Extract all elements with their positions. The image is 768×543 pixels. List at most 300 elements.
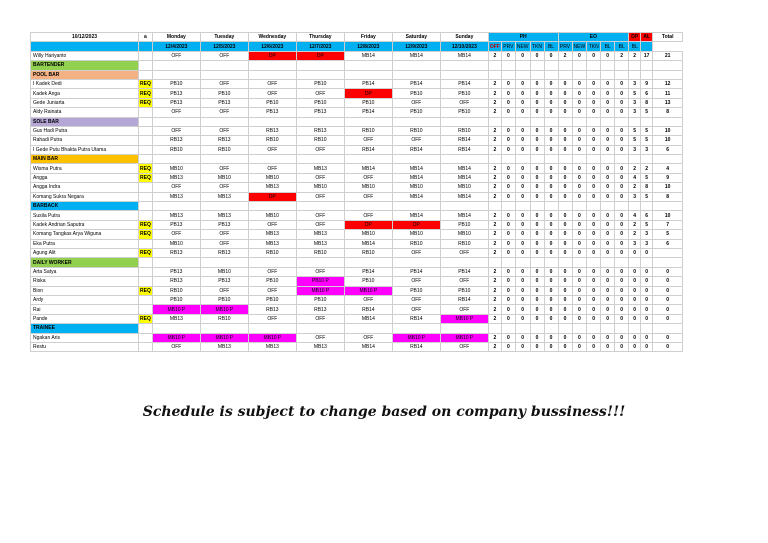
count-cell[interactable]: 0 [587,239,601,248]
count-cell[interactable]: 0 [615,267,629,276]
shift-cell[interactable]: MB14 [440,164,488,173]
count-cell[interactable]: 0 [615,230,629,239]
count-cell[interactable]: 0 [530,108,544,117]
total-cell[interactable]: 21 [653,51,683,60]
shift-cell[interactable]: OFF [344,173,392,182]
cell[interactable] [587,155,601,164]
count-cell[interactable]: 2 [488,136,501,145]
shift-cell[interactable]: DP [344,220,392,229]
shift-cell[interactable]: PB10 [200,89,248,98]
header-day-wednesday[interactable]: Wednesday [248,33,296,42]
count-cell[interactable]: 0 [572,211,587,220]
shift-cell[interactable]: RB10 [152,286,200,295]
count-cell[interactable]: 0 [558,192,572,201]
total-cell[interactable]: 0 [653,277,683,286]
shift-cell[interactable]: MB10 [296,183,344,192]
total-cell[interactable]: 8 [653,108,683,117]
count-cell[interactable]: 0 [515,230,530,239]
total-cell[interactable]: 0 [653,267,683,276]
shift-cell[interactable]: OFF [200,108,248,117]
shift-cell[interactable]: MB14 [344,342,392,351]
count-cell[interactable]: 0 [629,333,641,342]
count-cell[interactable]: 0 [572,286,587,295]
staff-name[interactable]: Komang Tangkas Arya Wiguna [31,230,139,239]
count-cell[interactable]: 0 [629,248,641,257]
shift-cell[interactable]: MB10 P [296,286,344,295]
shift-cell[interactable]: PB14 [344,79,392,88]
shift-cell[interactable]: MB14 [392,164,440,173]
total-cell[interactable]: 4 [653,164,683,173]
cell[interactable] [488,117,501,126]
count-cell[interactable]: 0 [544,248,558,257]
staff-name[interactable]: Rai [31,305,139,314]
cell[interactable] [530,324,544,333]
cell[interactable] [152,202,200,211]
count-cell[interactable]: 0 [558,89,572,98]
shift-cell[interactable]: MB10 P [248,333,296,342]
shift-cell[interactable]: MB14 [392,173,440,182]
count-cell[interactable]: 0 [572,126,587,135]
shift-cell[interactable]: PB10 [296,79,344,88]
count-cell[interactable]: 0 [587,51,601,60]
staff-name[interactable]: Agung Alit [31,248,139,257]
shift-cell[interactable]: RB14 [392,342,440,351]
shift-cell[interactable]: PB14 [440,79,488,88]
cell[interactable] [296,324,344,333]
shift-cell[interactable]: RB10 [344,248,392,257]
shift-cell[interactable]: OFF [152,108,200,117]
count-cell[interactable]: 0 [515,248,530,257]
count-cell[interactable]: 0 [515,267,530,276]
count-cell[interactable]: 2 [488,230,501,239]
cell[interactable] [440,61,488,70]
count-cell[interactable]: 2 [488,164,501,173]
shift-cell[interactable]: OFF [248,145,296,154]
cell[interactable] [501,117,515,126]
count-cell[interactable]: 0 [587,89,601,98]
count-cell[interactable]: 2 [629,183,641,192]
shift-cell[interactable]: MB10 P [392,333,440,342]
count-cell[interactable]: 0 [572,305,587,314]
shift-cell[interactable]: OFF [392,295,440,304]
cell[interactable] [615,202,629,211]
cell[interactable] [530,258,544,267]
header-blank[interactable] [31,42,139,51]
cell[interactable] [515,258,530,267]
header-date[interactable]: 10/12/2023 [31,33,139,42]
req-flag[interactable] [139,342,153,351]
cell[interactable] [558,258,572,267]
cell[interactable] [572,324,587,333]
req-flag[interactable]: REQ [140,315,151,322]
count-cell[interactable]: 3 [629,239,641,248]
shift-cell[interactable]: OFF [392,136,440,145]
cell[interactable] [641,117,653,126]
total-cell[interactable]: 6 [653,239,683,248]
count-cell[interactable]: 0 [544,286,558,295]
count-cell[interactable]: 0 [558,79,572,88]
cell[interactable] [629,258,641,267]
count-cell[interactable]: 2 [488,51,501,60]
count-cell[interactable]: 0 [515,108,530,117]
count-cell[interactable]: 0 [530,79,544,88]
count-cell[interactable]: 0 [601,286,615,295]
shift-cell[interactable]: MB13 [296,239,344,248]
count-cell[interactable]: 0 [515,164,530,173]
count-cell[interactable]: 2 [488,286,501,295]
cell[interactable] [440,155,488,164]
shift-cell[interactable]: OFF [296,211,344,220]
cell[interactable] [601,61,615,70]
shift-cell[interactable]: OFF [248,89,296,98]
count-cell[interactable]: 0 [572,239,587,248]
shift-cell[interactable]: RB14 [344,305,392,314]
cell[interactable] [572,258,587,267]
count-cell[interactable]: 0 [641,277,653,286]
count-cell[interactable]: 0 [601,333,615,342]
shift-cell[interactable]: PB10 [248,295,296,304]
count-cell[interactable]: 0 [601,230,615,239]
cell[interactable] [392,61,440,70]
section-label[interactable]: BARBACK [31,202,139,211]
count-cell[interactable]: 0 [501,108,515,117]
staff-name[interactable]: Arta Satya [31,267,139,276]
count-cell[interactable]: 0 [587,220,601,229]
count-cell[interactable]: 0 [501,79,515,88]
cell[interactable] [572,155,587,164]
staff-name[interactable]: Rahadi Putra [31,136,139,145]
shift-cell[interactable]: MB13 [152,173,200,182]
shift-cell[interactable]: OFF [200,230,248,239]
count-cell[interactable]: 0 [558,333,572,342]
count-cell[interactable]: 0 [558,305,572,314]
count-cell[interactable]: 0 [572,98,587,107]
count-cell[interactable]: 0 [572,108,587,117]
cell[interactable] [139,117,153,126]
count-cell[interactable]: 0 [530,239,544,248]
count-cell[interactable]: 0 [615,277,629,286]
count-cell[interactable]: 0 [558,267,572,276]
count-cell[interactable]: 9 [641,79,653,88]
shift-cell[interactable]: MB10 [392,183,440,192]
count-cell[interactable]: 2 [488,314,501,323]
count-cell[interactable]: 0 [501,230,515,239]
count-cell[interactable]: 0 [515,145,530,154]
shift-cell[interactable]: OFF [296,333,344,342]
shift-cell[interactable]: OFF [248,286,296,295]
section-label[interactable]: MAIN BAR [31,155,139,164]
cell[interactable] [653,155,683,164]
count-cell[interactable]: 0 [615,248,629,257]
shift-cell[interactable]: OFF [248,164,296,173]
cell[interactable] [200,155,248,164]
count-cell[interactable]: 0 [501,98,515,107]
count-cell[interactable]: 0 [558,211,572,220]
count-cell[interactable]: 0 [601,314,615,323]
header-bl[interactable]: BL [615,42,629,51]
req-flag[interactable]: REQ [140,222,151,228]
count-cell[interactable]: 5 [641,126,653,135]
count-cell[interactable]: 0 [641,267,653,276]
count-cell[interactable]: 0 [530,314,544,323]
count-cell[interactable]: 0 [601,89,615,98]
shift-cell[interactable]: PB10 [392,286,440,295]
cell[interactable] [152,61,200,70]
shift-cell[interactable]: RB13 [248,126,296,135]
count-cell[interactable]: 0 [572,145,587,154]
shift-cell[interactable]: PB10 [392,108,440,117]
count-cell[interactable]: 3 [629,108,641,117]
req-flag[interactable] [139,136,153,145]
count-cell[interactable]: 0 [641,248,653,257]
cell[interactable] [296,202,344,211]
count-cell[interactable]: 0 [501,164,515,173]
shift-cell[interactable]: PB14 [392,79,440,88]
staff-name[interactable]: Gus Hadi Putra [31,126,139,135]
count-cell[interactable]: 0 [530,305,544,314]
shift-cell[interactable]: MB13 [152,211,200,220]
count-cell[interactable]: 0 [572,183,587,192]
count-cell[interactable]: 0 [601,220,615,229]
header-day-friday[interactable]: Friday [344,33,392,42]
count-cell[interactable]: 0 [544,192,558,201]
shift-cell[interactable]: PB13 [152,89,200,98]
count-cell[interactable]: 0 [641,342,653,351]
header-day-monday[interactable]: Monday [152,33,200,42]
staff-name[interactable]: Riska [31,277,139,286]
shift-cell[interactable]: MB14 [440,192,488,201]
count-cell[interactable]: 0 [587,248,601,257]
cell[interactable] [544,324,558,333]
count-cell[interactable]: 0 [530,295,544,304]
shift-cell[interactable]: RB14 [440,145,488,154]
count-cell[interactable]: 0 [629,295,641,304]
count-cell[interactable]: 0 [544,239,558,248]
shift-cell[interactable]: MB10 P [152,305,200,314]
count-cell[interactable]: 0 [572,220,587,229]
shift-cell[interactable]: MB10 P [152,333,200,342]
header-bl-al[interactable]: BL [629,42,641,51]
shift-cell[interactable]: OFF [248,220,296,229]
cell[interactable] [392,202,440,211]
shift-cell[interactable]: OFF [296,267,344,276]
count-cell[interactable]: 2 [488,239,501,248]
cell[interactable] [139,70,153,79]
cell[interactable] [344,202,392,211]
shift-cell[interactable]: OFF [392,277,440,286]
cell[interactable] [641,202,653,211]
count-cell[interactable]: 0 [515,277,530,286]
shift-cell[interactable]: RB13 [200,248,248,257]
count-cell[interactable]: 0 [558,145,572,154]
shift-cell[interactable]: OFF [248,314,296,323]
cell[interactable] [392,324,440,333]
shift-cell[interactable]: MB13 [200,211,248,220]
count-cell[interactable]: 0 [615,136,629,145]
count-cell[interactable]: 0 [587,286,601,295]
cell[interactable] [572,117,587,126]
count-cell[interactable]: 0 [641,305,653,314]
shift-cell[interactable]: OFF [440,342,488,351]
count-cell[interactable]: 0 [587,79,601,88]
shift-cell[interactable]: PB10 [344,277,392,286]
cell[interactable] [641,258,653,267]
shift-cell[interactable]: MB13 [248,239,296,248]
count-cell[interactable]: 5 [629,136,641,145]
shift-cell[interactable]: PB14 [440,267,488,276]
cell[interactable] [587,202,601,211]
shift-cell[interactable]: DP [248,51,296,60]
shift-cell[interactable]: OFF [200,79,248,88]
count-cell[interactable]: 4 [629,211,641,220]
count-cell[interactable]: 0 [587,183,601,192]
shift-cell[interactable]: PB10 [296,295,344,304]
count-cell[interactable]: 2 [558,51,572,60]
shift-cell[interactable]: MB14 [344,314,392,323]
staff-name[interactable]: Restu [31,342,139,351]
shift-cell[interactable]: OFF [152,126,200,135]
count-cell[interactable]: 2 [488,192,501,201]
shift-cell[interactable]: MB10 [248,211,296,220]
staff-name[interactable]: Bion [31,286,139,295]
count-cell[interactable]: 0 [601,183,615,192]
req-flag[interactable]: REQ [140,175,151,182]
cell[interactable] [629,70,641,79]
cell[interactable] [544,258,558,267]
cell[interactable] [615,70,629,79]
cell[interactable] [501,258,515,267]
shift-cell[interactable]: OFF [248,79,296,88]
count-cell[interactable]: 0 [530,333,544,342]
shift-cell[interactable]: PB13 [200,98,248,107]
count-cell[interactable]: 0 [615,79,629,88]
shift-cell[interactable]: MB13 [248,230,296,239]
total-cell[interactable]: 11 [653,89,683,98]
count-cell[interactable]: 0 [515,286,530,295]
req-flag[interactable]: REQ [140,81,151,88]
cell[interactable] [139,155,153,164]
cell[interactable] [587,258,601,267]
staff-name[interactable]: I Kadek Dedi [31,79,139,88]
count-cell[interactable]: 0 [615,333,629,342]
cell[interactable] [558,117,572,126]
cell[interactable] [641,61,653,70]
shift-cell[interactable]: MB10 [440,183,488,192]
count-cell[interactable]: 0 [558,295,572,304]
count-cell[interactable]: 0 [544,89,558,98]
shift-cell[interactable]: PB10 [440,286,488,295]
count-cell[interactable]: 0 [572,277,587,286]
header-eo-bl[interactable]: BL [601,42,615,51]
count-cell[interactable]: 0 [544,136,558,145]
count-cell[interactable]: 0 [615,220,629,229]
cell[interactable] [544,61,558,70]
cell[interactable] [200,70,248,79]
count-cell[interactable]: 0 [530,277,544,286]
shift-cell[interactable]: OFF [344,136,392,145]
shift-cell[interactable]: MB14 [344,164,392,173]
shift-cell[interactable]: MB10 P [200,333,248,342]
cell[interactable] [530,117,544,126]
count-cell[interactable]: 0 [558,108,572,117]
staff-name[interactable]: Aldy Rainata [31,108,139,117]
count-cell[interactable]: 0 [587,333,601,342]
cell[interactable] [440,70,488,79]
shift-cell[interactable]: PB10 [248,98,296,107]
shift-cell[interactable]: MB14 [392,192,440,201]
shift-cell[interactable]: RB10 [296,136,344,145]
staff-name[interactable]: Susila Putra [31,211,139,220]
shift-cell[interactable]: MB13 [248,183,296,192]
count-cell[interactable]: 0 [572,79,587,88]
cell[interactable] [515,61,530,70]
count-cell[interactable]: 6 [641,211,653,220]
req-flag[interactable] [139,305,153,314]
count-cell[interactable]: 0 [530,286,544,295]
header-day-saturday[interactable]: Saturday [392,33,440,42]
cell[interactable] [392,258,440,267]
count-cell[interactable]: 2 [488,79,501,88]
req-flag[interactable] [139,145,153,154]
cell[interactable] [515,202,530,211]
shift-cell[interactable]: MB10 [392,230,440,239]
count-cell[interactable]: 2 [488,342,501,351]
shift-cell[interactable]: RB13 [152,136,200,145]
count-cell[interactable]: 2 [629,230,641,239]
count-cell[interactable]: 0 [587,277,601,286]
shift-cell[interactable]: PB10 [344,98,392,107]
cell[interactable] [515,70,530,79]
count-cell[interactable]: 0 [615,342,629,351]
cell[interactable] [641,70,653,79]
count-cell[interactable]: 0 [530,211,544,220]
shift-cell[interactable]: PB14 [344,267,392,276]
count-cell[interactable]: 0 [530,98,544,107]
shift-cell[interactable]: RB13 [296,305,344,314]
cell[interactable] [501,324,515,333]
count-cell[interactable]: 0 [530,248,544,257]
count-cell[interactable]: 0 [587,126,601,135]
shift-cell[interactable]: PB10 P [296,277,344,286]
shift-cell[interactable]: OFF [296,145,344,154]
count-cell[interactable]: 0 [572,164,587,173]
cell[interactable] [152,258,200,267]
shift-cell[interactable]: PB14 [344,108,392,117]
count-cell[interactable]: 3 [641,230,653,239]
shift-cell[interactable]: MB14 [344,239,392,248]
shift-cell[interactable]: OFF [392,248,440,257]
cell[interactable] [488,61,501,70]
count-cell[interactable]: 0 [601,295,615,304]
count-cell[interactable]: 0 [515,192,530,201]
shift-cell[interactable]: MB13 [296,342,344,351]
count-cell[interactable]: 0 [587,98,601,107]
count-cell[interactable]: 8 [641,98,653,107]
count-cell[interactable]: 0 [572,333,587,342]
req-flag[interactable] [139,333,153,342]
count-cell[interactable]: 2 [488,305,501,314]
shift-cell[interactable]: DP [296,51,344,60]
section-label[interactable]: BARTENDER [31,61,139,70]
shift-cell[interactable]: PB10 [440,108,488,117]
shift-cell[interactable]: OFF [248,267,296,276]
req-flag[interactable] [139,108,153,117]
count-cell[interactable]: 0 [501,126,515,135]
count-cell[interactable]: 0 [501,136,515,145]
count-cell[interactable]: 0 [515,295,530,304]
total-cell[interactable] [653,248,683,257]
count-cell[interactable]: 3 [641,145,653,154]
